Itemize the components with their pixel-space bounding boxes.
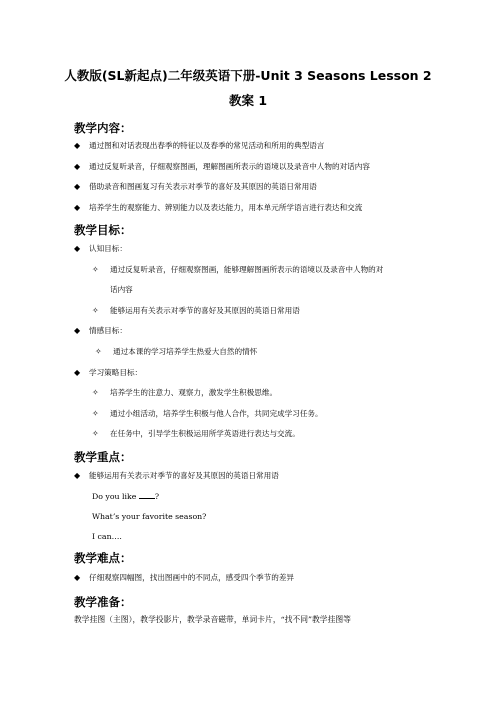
star-bullet-icon: ✧ <box>92 388 99 397</box>
heading-preparation: 教学准备： <box>74 595 132 609</box>
heading-goals: 教学目标： <box>74 223 132 237</box>
heading-difficulties: 教学难点： <box>74 551 132 565</box>
example-sentence: What’s your favorite season? <box>92 512 207 521</box>
preparation-text: 教学挂图（主图），教学投影片，教学录音磁带，单词卡片，“找不同”教学挂图等 <box>74 615 351 624</box>
diamond-bullet-icon: ◆ <box>74 368 81 377</box>
diamond-bullet-icon: ◆ <box>74 573 81 582</box>
star-bullet-icon: ✧ <box>95 347 102 356</box>
document-subtitle: 教案 1 <box>228 93 268 108</box>
diamond-bullet-icon: ◆ <box>74 326 81 335</box>
heading-content: 教学内容： <box>74 121 132 135</box>
document-page: 人教版(SL新起点)二年级英语下册-Unit 3 Seasons Lesson 2 教案 1 教学内容： ◆ 通过图和对话表现出春季的特征以及春季的常见活动和所用的典型语言 ◆ 通过反复听录音，仔细观察图画，理解图画所表示的语境以及录音中人物的对话内容 ◆ 借助录音和图画复习有关表示对季节的喜好及其原因的英语日常用语 ◆ 培养学生的观察能力、辨别能力以及表达能力，用本单元所学语言进行表达和交流 教学目标： ◆ 认知目标： ✧ 通过反复听录音，仔细观察图画，能够理解图画所表示的语境以及录音中人物的对 话内容 ✧ 能够运用有关表示对季节的喜好及其原因的英语日常用语 ◆ 情感目标： ✧ 通过本课的学习培养学生热爱大自然的情怀 ◆ 学习策略目标： ✧ 培养学生的注意力、观察力，激发学生积极思维。 ✧ 通过小组活动，培养学生积极与他人合作，共同完成学习任务。 ✧ 在任务中，引导学生积极运用所学英语进行表达与交流。 教学重点： ◆ 能够运用有关表示对季节的喜好及其原因的英语日常用语 Do you like ? What’s your favorite season? I can…. 教学难点： ◆ 仔细观察四幅图，找出图画中的不同点，感受四个季节的差异 教学准备： 教学挂图（主图），教学投影片，教学录音磁带，单词卡片，“找不同”教学挂图等 <box>0 0 496 702</box>
example-sentence: Do you like ? <box>92 492 160 501</box>
star-bullet-icon: ✧ <box>92 265 99 274</box>
diamond-bullet-icon: ◆ <box>74 203 81 212</box>
example-sentence: I can…. <box>92 532 122 541</box>
diamond-bullet-icon: ◆ <box>74 162 81 171</box>
diamond-bullet-icon: ◆ <box>74 471 81 480</box>
diamond-bullet-icon: ◆ <box>74 182 81 191</box>
star-bullet-icon: ✧ <box>92 409 99 418</box>
fill-in-blank <box>139 491 155 499</box>
star-bullet-icon: ✧ <box>92 306 99 315</box>
heading-key-points: 教学重点： <box>74 450 132 464</box>
diamond-bullet-icon: ◆ <box>74 141 81 150</box>
document-title: 人教版(SL新起点)二年级英语下册-Unit 3 Seasons Lesson 2 <box>64 68 432 83</box>
star-bullet-icon: ✧ <box>92 429 99 438</box>
diamond-bullet-icon: ◆ <box>74 244 81 253</box>
